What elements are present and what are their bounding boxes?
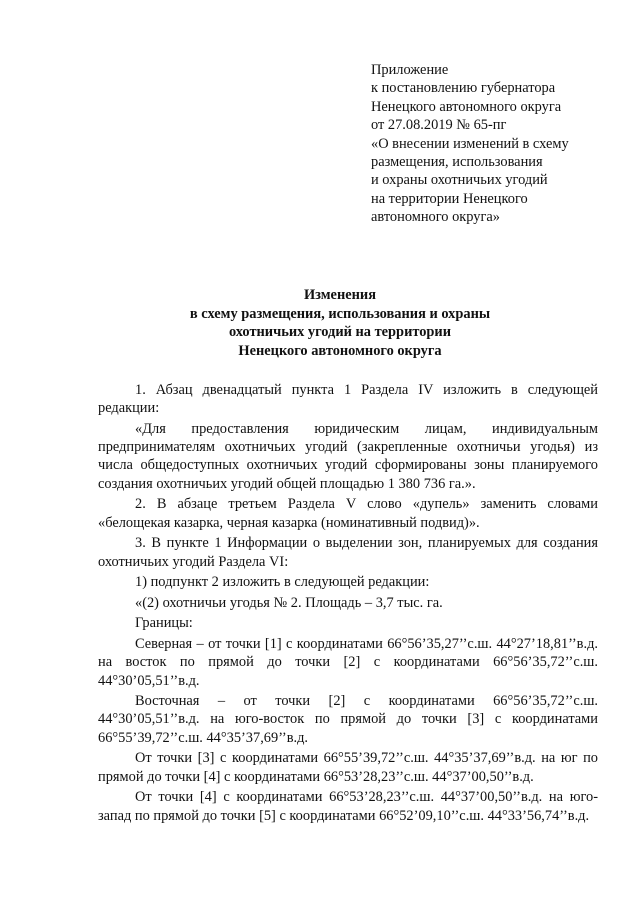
title-line: Изменения	[303, 287, 376, 303]
appendix-line: автономного округа»	[371, 209, 500, 226]
body-paragraph: «Для предоставления юридическим лицам, индивидуальным предпринимателям охотничьих угодий (закрепленные охотничьи угодья) из числа общедоступных охотничьих угодий сформированы зоны планируемого создания охотничьих угодий общей площадью 1 380 736 га.».	[98, 420, 598, 492]
appendix-line: Ненецкого автономного округа	[371, 98, 562, 115]
appendix-line: от 27.08.2019 № 65-пг	[371, 117, 507, 134]
appendix-line: «О внесении изменений в схему	[371, 135, 569, 152]
appendix-line: и охраны охотничьих угодий	[371, 172, 548, 189]
appendix-block	[371, 61, 621, 227]
document-title	[100, 286, 580, 360]
appendix-line: размещения, использования	[371, 154, 543, 171]
body-paragraph: Границы:	[135, 615, 193, 632]
body-paragraph: Восточная – от точки [2] с координатами 66°56’35,72’’с.ш. 44°30’05,51’’в.д. на юго-восток по прямой до точки [3] с координатами 66°55’39,72’’с.ш. 44°35’37,69’’в.д.	[98, 693, 598, 746]
body-paragraph: От точки [4] с координатами 66°53’28,23’’с.ш. 44°37’00,50’’в.д. на юго-запад по прямой до точки [5] с координатами 66°52’09,10’’с.ш. 44°33’56,74’’в.д.	[98, 789, 598, 824]
appendix-line: Приложение	[371, 62, 449, 78]
appendix-line: к постановлению губернатора	[371, 80, 556, 97]
document-body	[98, 381, 598, 827]
body-paragraph: 1) подпункт 2 изложить в следующей редакции:	[135, 574, 430, 591]
body-paragraph: 3. В пункте 1 Информации о выделении зон, планируемых для создания охотничьих угодий Раздела VI:	[98, 535, 598, 570]
body-paragraph: 2. В абзаце третьем Раздела V слово «дупель» заменить словами «белощекая казарка, черная казарка (номинативный подвид)».	[98, 496, 598, 531]
body-paragraph: 1. Абзац двенадцатый пункта 1 Раздела IV изложить в следующей редакции:	[98, 382, 598, 417]
title-line: в схему размещения, использования и охраны	[189, 305, 491, 322]
body-paragraph: Северная – от точки [1] с координатами 66°56’35,27’’с.ш. 44°27’18,81’’в.д. на восток по прямой до точки [2] с координатами 66°56’35,72’’с.ш. 44°30’05,51’’в.д.	[98, 635, 598, 689]
title-line: охотничьих угодий на территории	[228, 324, 452, 341]
body-paragraph: «(2) охотничьи угодья № 2. Площадь – 3,7 тыс. га.	[135, 594, 443, 611]
body-paragraph: От точки [3] с координатами 66°55’39,72’’с.ш. 44°35’37,69’’в.д. на юг по прямой до точки [4] с координатами 66°53’28,23’’с.ш. 44°37’00,50’’в.д.	[98, 750, 598, 785]
title-line: Ненецкого автономного округа	[238, 342, 442, 359]
appendix-line: на территории Ненецкого	[371, 190, 528, 207]
